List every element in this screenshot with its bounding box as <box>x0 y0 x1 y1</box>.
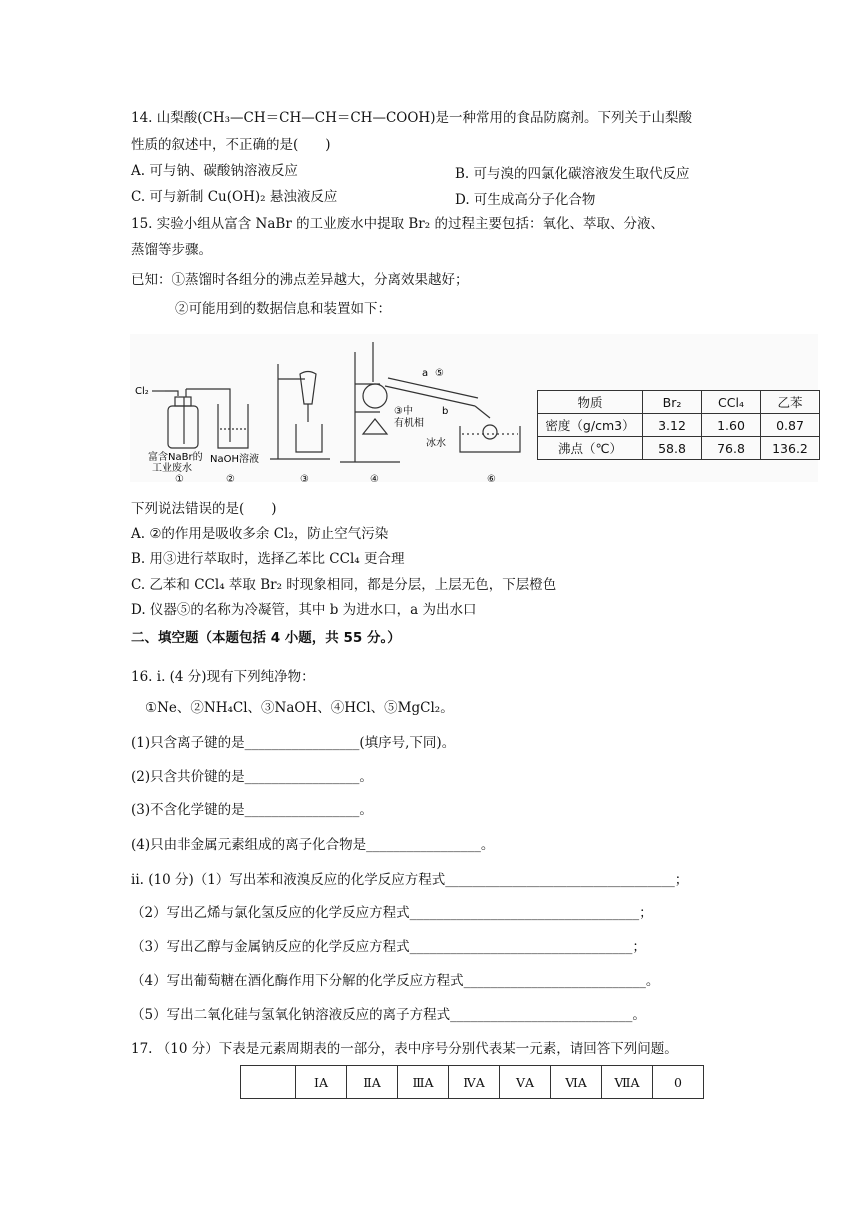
bottle1-label-b: 工业废水 <box>152 463 192 474</box>
table-cell: 沸点（℃） <box>538 437 643 460</box>
q15-question: 下列说法错误的是( ) <box>131 501 277 517</box>
num-1: ① <box>175 474 184 482</box>
q16-substances: ①Ne、②NH₄Cl、③NaOH、④HCl、⑤MgCl₂。 <box>145 700 454 716</box>
q15-option-b: B. 用③进行萃取时，选择乙苯比 CCl₄ 更合理 <box>131 551 405 567</box>
section-heading: 二、填空题（本题包括 4 小题，共 55 分。） <box>131 630 401 646</box>
q16-part1-heading: 16. i. (4 分)现有下列纯净物： <box>131 669 315 685</box>
num-3: ③ <box>300 474 309 482</box>
q15-known-2: ②可能用到的数据信息和装置如下： <box>175 301 391 317</box>
q14-option-d: D. 可生成高分子化合物 <box>455 192 596 208</box>
flask4-label-a: ③中 <box>394 406 413 417</box>
table-row <box>241 1066 704 1099</box>
cl2-label: Cl₂ <box>135 386 149 397</box>
table-cell: ⅣA <box>449 1066 500 1099</box>
port-a-label: a <box>422 368 429 379</box>
table-cell: ⅥA <box>551 1066 602 1099</box>
table-cell: ⅦA <box>602 1066 653 1099</box>
num-4: ④ <box>370 474 379 482</box>
num-2: ② <box>226 474 235 482</box>
port-b-label: b <box>442 406 449 417</box>
q16-part2-2: （2）写出乙烯与氯化氢反应的化学反应方程式__________________________________； <box>131 905 653 921</box>
num-6: ⑥ <box>487 474 496 482</box>
table-cell: 乙苯 <box>761 391 820 414</box>
q15-option-c: C. 乙苯和 CCl₄ 萃取 Br₂ 时现象相同，都是分层，上层无色，下层橙色 <box>131 577 557 593</box>
q16-sub-3: (3)不含化学键的是_________________。 <box>131 802 373 818</box>
property-table <box>537 390 820 460</box>
table-cell: Br₂ <box>643 391 702 414</box>
q15-stem-line1: 15. 实验小组从富含 NaBr 的工业废水中提取 Br₂ 的过程主要包括：氧化、萃取、分液、 <box>131 216 664 232</box>
table-row <box>538 414 820 437</box>
q14-option-c: C. 可与新制 Cu(OH)₂ 悬浊液反应 <box>131 189 338 205</box>
bottle1-label-a: 富含NaBr的 <box>148 452 203 463</box>
table-cell: 136.2 <box>761 437 820 460</box>
q16-part2-3: （3）写出乙醇与金属钠反应的化学反应方程式_________________________________； <box>131 939 646 955</box>
table-cell: 0 <box>653 1066 704 1099</box>
table-cell <box>241 1066 296 1099</box>
q16-part2-1: ii. (10 分)（1）写出苯和液溴反应的化学反应方程式__________________________________； <box>131 872 689 888</box>
table-cell: 物质 <box>538 391 643 414</box>
table-cell: CCl₄ <box>702 391 761 414</box>
table-row <box>538 437 820 460</box>
table-cell: 76.8 <box>702 437 761 460</box>
q15-option-d: D. 仪器⑤的名称为冷凝管，其中 b 为进水口，a 为出水口 <box>131 602 477 618</box>
flask4-label-b: 有机相 <box>394 418 424 429</box>
ice-water-label: 冰水 <box>426 438 446 449</box>
table-cell: 1.60 <box>702 414 761 437</box>
table-cell: 58.8 <box>643 437 702 460</box>
q14-option-b: B. 可与溴的四氯化碳溶液发生取代反应 <box>455 166 690 182</box>
q15-known-1: 已知：①蒸馏时各组分的沸点差异越大，分离效果越好； <box>131 272 469 288</box>
table-cell: ⅠA <box>296 1066 347 1099</box>
q14-option-a: A. 可与钠、碳酸钠溶液反应 <box>131 163 298 179</box>
table-cell: ⅢA <box>398 1066 449 1099</box>
q16-sub-1: (1)只含离子键的是_________________(填序号,下同)。 <box>131 735 456 751</box>
table-cell: 3.12 <box>643 414 702 437</box>
apparatus-diagram <box>130 334 530 482</box>
table-cell: ⅡA <box>347 1066 398 1099</box>
q16-part2-4: （4）写出葡萄糖在酒化酶作用下分解的化学反应方程式___________________________。 <box>131 973 660 989</box>
num-5: ⑤ <box>435 368 444 379</box>
q15-stem-line2: 蒸馏等步骤。 <box>131 242 212 258</box>
table-cell: 密度（g/cm3） <box>538 414 643 437</box>
table-cell: ⅤA <box>500 1066 551 1099</box>
q16-sub-2: (2)只含共价键的是_________________。 <box>131 769 373 785</box>
beaker2-label: NaOH溶液 <box>210 454 259 465</box>
q16-part2-5: （5）写出二氧化硅与氢氧化钠溶液反应的离子方程式___________________________。 <box>131 1007 646 1023</box>
q17-stem: 17. （10 分）下表是元素周期表的一部分，表中序号分别代表某一元素，请回答下列问题。 <box>131 1041 678 1057</box>
q14-stem-line1: 14. 山梨酸(CH₃—CH＝CH—CH＝CH—COOH)是一种常用的食品防腐剂。下列关于山梨酸 <box>131 110 692 126</box>
periodic-table-header <box>240 1065 704 1099</box>
table-cell: 0.87 <box>761 414 820 437</box>
q14-stem-line2: 性质的叙述中，不正确的是( ) <box>131 137 331 153</box>
q15-option-a: A. ②的作用是吸收多余 Cl₂，防止空气污染 <box>131 526 389 542</box>
q16-sub-4: (4)只由非金属元素组成的离子化合物是_________________。 <box>131 837 495 853</box>
table-row <box>538 391 820 414</box>
